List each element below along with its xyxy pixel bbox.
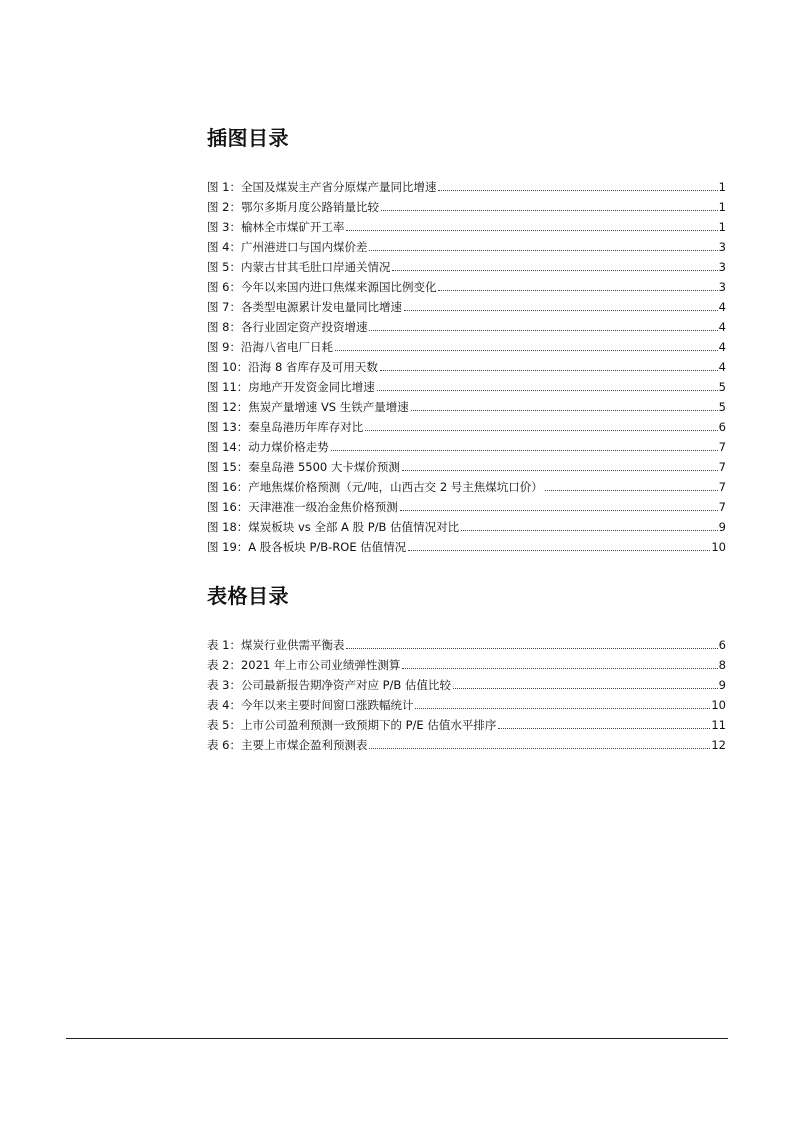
toc-entry-label: 图 18：煤炭板块 vs 全部 A 股 P/B 估值情况对比	[207, 520, 460, 534]
dot-leader	[402, 456, 718, 471]
figure-toc-entry[interactable]	[207, 296, 726, 316]
toc-entry-page-number: 3	[718, 280, 726, 294]
figure-toc-entry[interactable]	[207, 376, 726, 396]
dot-leader	[392, 256, 717, 271]
figure-toc-entry[interactable]	[207, 276, 726, 296]
toc-entry-page-number: 4	[718, 300, 726, 314]
figure-toc-entry[interactable]	[207, 396, 726, 416]
toc-entry-page-number: 10	[711, 540, 726, 554]
toc-entry-page-number: 4	[718, 340, 726, 354]
dot-leader	[438, 176, 717, 191]
dot-leader	[415, 694, 710, 709]
dot-leader	[438, 276, 717, 291]
dot-leader	[381, 196, 718, 211]
figure-toc-entry[interactable]	[207, 196, 726, 216]
toc-entry-label: 图 11：房地产开发资金同比增速	[207, 380, 375, 394]
toc-entry-label: 图 16：天津港准一级冶金焦价格预测	[207, 500, 398, 514]
toc-entry-label: 图 16：产地焦煤价格预测（元/吨，山西古交 2 号主焦煤坑口价）	[207, 480, 543, 494]
dot-leader	[369, 734, 710, 749]
dot-leader	[402, 654, 717, 669]
figures-section-title: 插图目录	[207, 126, 289, 150]
table-toc-entry[interactable]	[207, 654, 726, 674]
figure-toc-entry[interactable]	[207, 336, 726, 356]
figure-toc-entry[interactable]	[207, 516, 726, 536]
tables-section-title: 表格目录	[207, 584, 289, 608]
dot-leader	[369, 236, 717, 251]
dot-leader	[346, 634, 717, 649]
toc-entry-label: 表 1：煤炭行业供需平衡表	[207, 638, 345, 652]
toc-entry-page-number: 5	[718, 400, 726, 414]
dot-leader	[408, 536, 710, 551]
toc-entry-page-number: 1	[718, 180, 726, 194]
table-toc-entry[interactable]	[207, 714, 726, 734]
toc-entry-label: 表 4：今年以来主要时间窗口涨跌幅统计	[207, 698, 414, 712]
table-toc-entry[interactable]	[207, 674, 726, 694]
toc-entry-page-number: 8	[718, 658, 726, 672]
dot-leader	[404, 296, 718, 311]
figure-toc-entry[interactable]	[207, 176, 726, 196]
toc-entry-page-number: 1	[718, 200, 726, 214]
toc-entry-label: 表 6：主要上市煤企盈利预测表	[207, 738, 368, 752]
dot-leader	[461, 516, 718, 531]
toc-entry-label: 图 10：沿海 8 省库存及可用天数	[207, 360, 378, 374]
toc-entry-label: 图 15：秦皇岛港 5500 大卡煤价预测	[207, 460, 400, 474]
dot-leader	[377, 376, 718, 391]
dot-leader	[545, 476, 718, 491]
toc-entry-page-number: 6	[718, 638, 726, 652]
tables-toc-list	[207, 634, 726, 754]
toc-entry-page-number: 3	[718, 240, 726, 254]
figure-toc-entry[interactable]	[207, 476, 726, 496]
dot-leader	[365, 416, 717, 431]
toc-entry-label: 图 14：动力煤价格走势	[207, 440, 329, 454]
toc-entry-label: 图 19：A 股各板块 P/B-ROE 估值情况	[207, 540, 407, 554]
table-toc-entry[interactable]	[207, 694, 726, 714]
toc-entry-label: 图 8：各行业固定资产投资增速	[207, 320, 368, 334]
dot-leader	[331, 436, 718, 451]
figure-toc-entry[interactable]	[207, 256, 726, 276]
footer-divider	[66, 1038, 728, 1039]
dot-leader	[411, 396, 718, 411]
toc-entry-label: 表 2：2021 年上市公司业绩弹性测算	[207, 658, 401, 672]
toc-entry-label: 表 5：上市公司盈利预测一致预期下的 P/E 估值水平排序	[207, 718, 497, 732]
dot-leader	[380, 356, 718, 371]
toc-entry-page-number: 12	[711, 738, 726, 752]
toc-entry-page-number: 4	[718, 320, 726, 334]
toc-entry-label: 图 3：榆林全市煤矿开工率	[207, 220, 345, 234]
toc-entry-page-number: 7	[718, 460, 726, 474]
toc-entry-label: 图 9：沿海八省电厂日耗	[207, 340, 333, 354]
toc-entry-label: 图 7：各类型电源累计发电量同比增速	[207, 300, 402, 314]
toc-entry-page-number: 6	[718, 420, 726, 434]
toc-entry-page-number: 7	[718, 440, 726, 454]
dot-leader	[346, 216, 717, 231]
toc-entry-page-number: 11	[711, 718, 726, 732]
toc-entry-label: 表 3：公司最新报告期净资产对应 P/B 估值比较	[207, 678, 451, 692]
figure-toc-entry[interactable]	[207, 436, 726, 456]
figure-toc-entry[interactable]	[207, 316, 726, 336]
toc-entry-label: 图 2：鄂尔多斯月度公路销量比较	[207, 200, 379, 214]
figure-toc-entry[interactable]	[207, 416, 726, 436]
figure-toc-entry[interactable]	[207, 216, 726, 236]
toc-entry-page-number: 3	[718, 260, 726, 274]
figures-toc-list	[207, 176, 726, 556]
toc-entry-page-number: 10	[711, 698, 726, 712]
dot-leader	[400, 496, 718, 511]
dot-leader	[453, 674, 718, 689]
toc-entry-label: 图 6：今年以来国内进口焦煤来源国比例变化	[207, 280, 437, 294]
toc-entry-page-number: 7	[718, 500, 726, 514]
figure-toc-entry[interactable]	[207, 536, 726, 556]
dot-leader	[335, 336, 718, 351]
figure-toc-entry[interactable]	[207, 356, 726, 376]
figure-toc-entry[interactable]	[207, 456, 726, 476]
toc-entry-label: 图 4：广州港进口与国内煤价差	[207, 240, 368, 254]
toc-entry-page-number: 9	[718, 678, 726, 692]
dot-leader	[369, 316, 717, 331]
table-toc-entry[interactable]	[207, 634, 726, 654]
dot-leader	[498, 714, 710, 729]
toc-entry-label: 图 1：全国及煤炭主产省分原煤产量同比增速	[207, 180, 437, 194]
toc-entry-page-number: 7	[718, 480, 726, 494]
toc-entry-label: 图 12：焦炭产量增速 VS 生铁产量增速	[207, 400, 409, 414]
toc-entry-label: 图 13：秦皇岛港历年库存对比	[207, 420, 364, 434]
figure-toc-entry[interactable]	[207, 496, 726, 516]
toc-entry-page-number: 1	[718, 220, 726, 234]
toc-entry-page-number: 4	[718, 360, 726, 374]
table-toc-entry[interactable]	[207, 734, 726, 754]
toc-entry-label: 图 5：内蒙古甘其毛肚口岸通关情况	[207, 260, 391, 274]
toc-entry-page-number: 5	[718, 380, 726, 394]
figure-toc-entry[interactable]	[207, 236, 726, 256]
toc-entry-page-number: 9	[718, 520, 726, 534]
